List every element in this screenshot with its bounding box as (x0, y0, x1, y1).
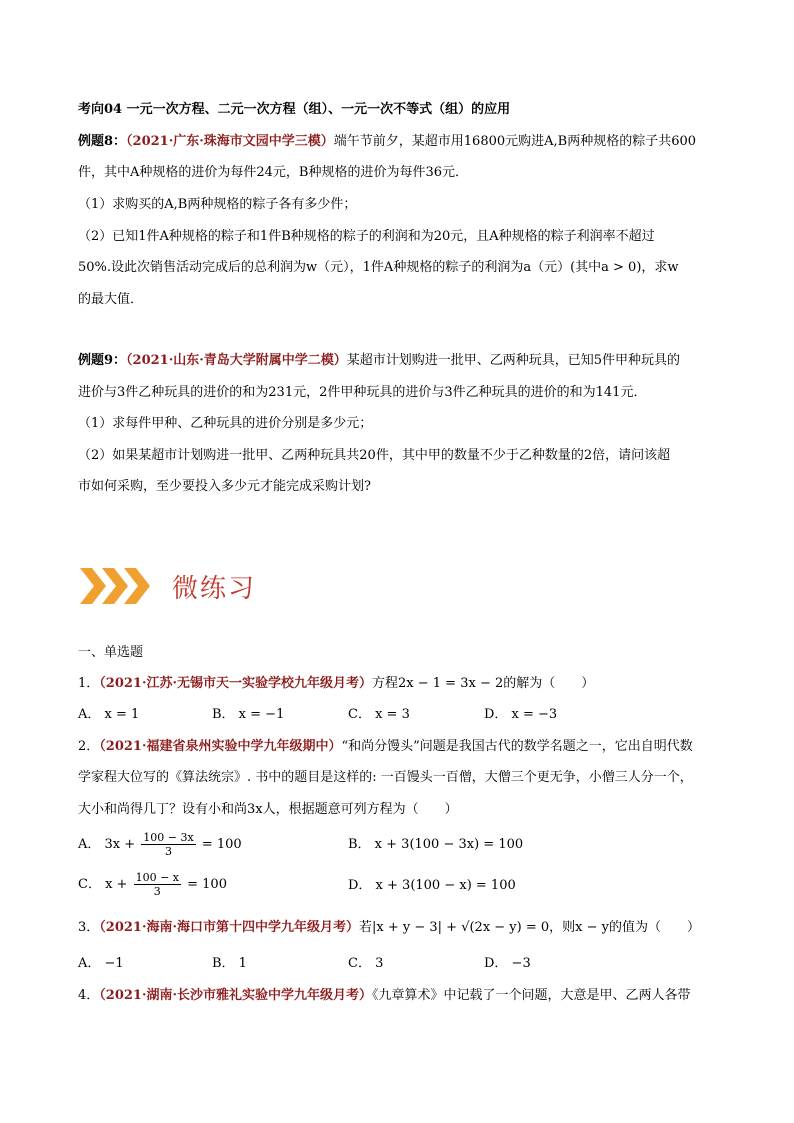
q2-option-c-post: = 100 (187, 877, 227, 892)
q2-option-a-denominator: 3 (165, 845, 172, 858)
section-heading: 考向04 一元一次方程、二元一次方程（组）、一元一次不等式（组）的应用 (78, 102, 511, 117)
q2-option-a-post: = 100 (201, 837, 242, 852)
q3-option-a: A． −1 (78, 956, 124, 971)
q2-option-c-numerator: 100 − x (135, 871, 179, 884)
q2-source: （2021·福建省泉州实验中学九年级期中） (99, 739, 342, 754)
example9-source: （2021·山东·青岛大学附属中学二模） (126, 353, 347, 368)
example9-q2-line1: （2）如果某超市计划购进一批甲、乙两种玩具共20件，其中甲的数量不少于乙种数量的2倍，请问该超 (78, 448, 671, 463)
example8-intro (78, 132, 696, 152)
example8-source: （2021·广东·珠海市文园中学三模） (126, 134, 334, 149)
example9-line1: 某超市计划购进一批甲、乙两种玩具，已知5件甲种玩具的 (346, 353, 681, 368)
example8-q1: （1）求购买的A,B两种规格的粽子各有多少件； (78, 197, 357, 212)
q2-option-a-pre: A． 3x + (78, 837, 136, 852)
example8-line1: 端午节前夕，某超市用16800元购进A,B两种规格的粽子共600 (333, 134, 697, 149)
q2-option-a-fraction (141, 831, 195, 858)
q2-option-c-pre: C． x + (78, 877, 128, 892)
q2-option-d: D． x + 3(100 − x) = 100 (348, 878, 516, 893)
q2-option-a (78, 830, 242, 860)
q2-option-c (78, 870, 227, 900)
example8-label: 例题8： (78, 134, 127, 149)
example8-q2-line1: （2）已知1件A种规格的粽子和1件B种规格的粽子的利润和为20元，且A种规格的粽子利润率不超过 (78, 229, 655, 244)
q1-option-d: D． x = −3 (484, 707, 558, 722)
part-heading: 一、单选题 (78, 645, 144, 660)
banner-title: 微练习 (172, 573, 257, 604)
q4-num: 4． (78, 988, 100, 1003)
example8-q2-line3: 的最大值． (78, 292, 144, 307)
q3-text: 若|x + y − 3| + √(2x − y) = 0，则x − y的值为（ ） (359, 920, 700, 935)
q2-stem (78, 737, 693, 757)
example8-q2-line2: 50%.设此次销售活动完成后的总利润为w（元），1件A种规格的粽子的利润为a（元）(其中a > 0)，求w (78, 260, 679, 275)
example9-q1: （1）求每件甲种、乙种玩具的进价分别是多少元； (78, 416, 373, 431)
q2-line2: 学家程大位写的《算法统宗》. 书中的题目是这样的: 一百馒头一百僧，大僧三个更无争，小僧三人分一个， (78, 770, 693, 785)
q2-num: 2． (78, 739, 100, 754)
example9-intro (78, 351, 680, 371)
q3-option-d: D． −3 (484, 956, 531, 971)
example8-line2: 件，其中A种规格的进价为每件24元，B种规格的进价为每件36元． (78, 165, 469, 180)
q2-option-c-denominator: 3 (153, 885, 161, 898)
q1-source: （2021·江苏·无锡市天一实验学校九年级月考） (99, 676, 373, 691)
q3-option-c: C． 3 (348, 956, 384, 971)
q3-option-b: B． 1 (212, 956, 247, 971)
q3-source: （2021·海南·海口市第十四中学九年级月考） (99, 920, 360, 935)
chevron-right-icon (124, 568, 150, 604)
q3-num: 3． (78, 920, 100, 935)
q4-text: 《九章算术》中记载了一个问题，大意是甲、乙两人各带 (372, 988, 691, 1003)
q2-option-a-numerator: 100 − 3x (143, 831, 194, 844)
q1-num: 1． (78, 676, 100, 691)
example9-q2-line2: 市如何采购，至少要投入多少元才能完成采购计划? (78, 479, 371, 494)
practice-banner (80, 566, 256, 606)
q2-line1: “和尚分馒头”问题是我国古代的数学名题之一，它出自明代数 (341, 739, 693, 754)
q2-line3: 大小和尚得几丁？设有小和尚3x人，根据题意可列方程为（ ） (78, 802, 458, 817)
q1-text: 方程2x − 1 = 3x − 2的解为（ ） (372, 676, 595, 691)
q2-option-b: B． x + 3(100 − 3x) = 100 (348, 837, 524, 852)
q2-option-c-fraction (134, 871, 181, 898)
example9-label: 例题9： (78, 353, 127, 368)
q1-option-c: C． x = 3 (348, 707, 410, 722)
example9-line2: 进价与3件乙种玩具的进价的和为231元，2件甲种玩具的进价与3件乙种玩具的进价的和为141元． (78, 385, 647, 400)
q4-stem (78, 986, 691, 1006)
q4-source: （2021·湖南·长沙市雅礼实验中学九年级月考） (99, 988, 373, 1003)
q1-option-a: A． x = 1 (78, 707, 140, 722)
q1-stem (78, 674, 594, 694)
q1-option-b: B． x = −1 (212, 707, 285, 722)
q3-stem (78, 918, 700, 938)
